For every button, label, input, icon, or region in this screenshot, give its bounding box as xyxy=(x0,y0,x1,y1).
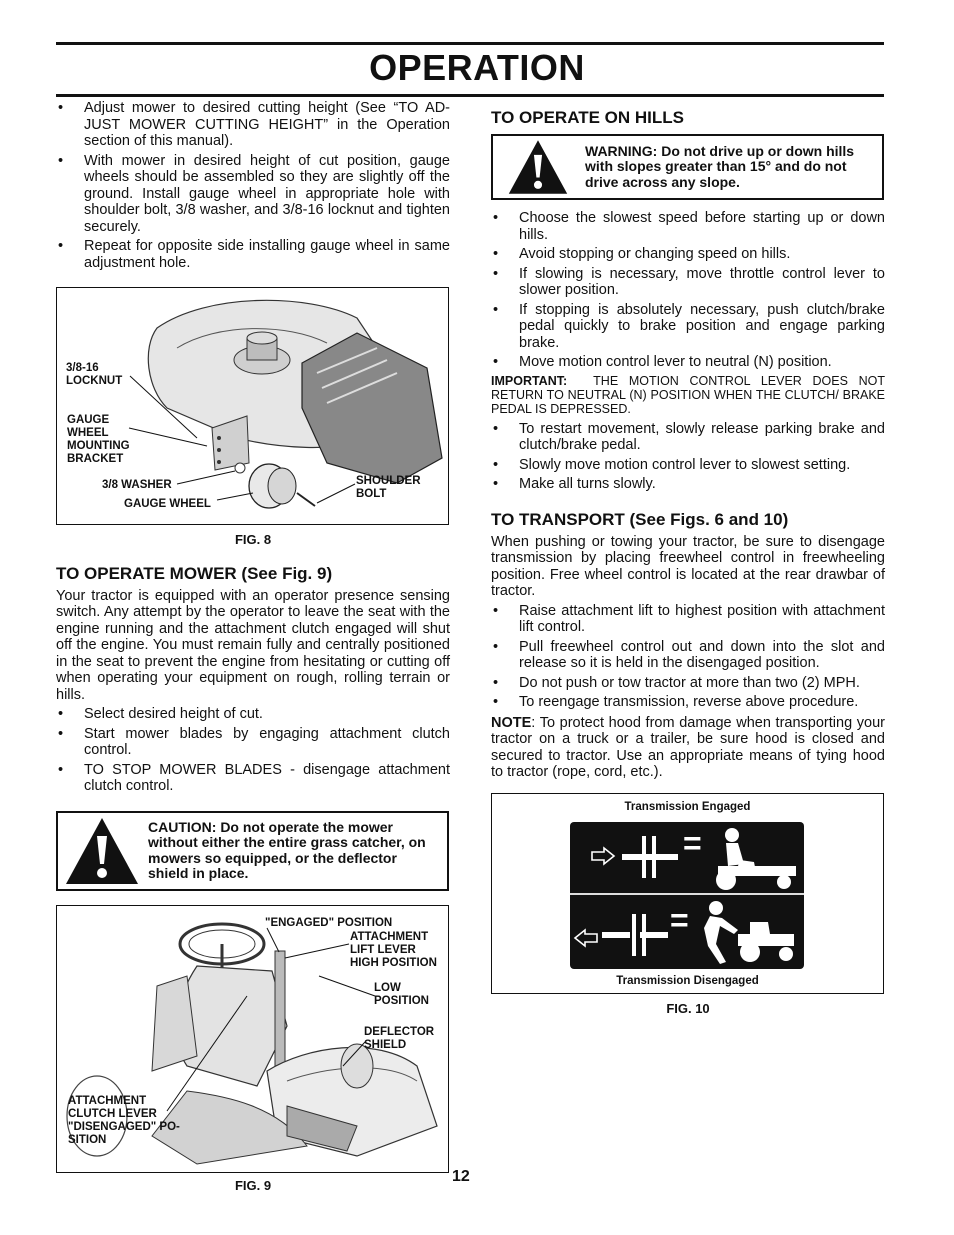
title-rule xyxy=(56,94,884,97)
engaged-shaft-icon xyxy=(620,832,680,882)
list-item: • TO STOP MOWER BLADES - disengage attachment clutch control. xyxy=(56,762,450,795)
low-position-label: LOW POSITION xyxy=(374,981,429,1007)
list-item: • To reengage transmission, reverse above procedure. xyxy=(491,694,885,711)
caution-text: CAUTION: Do not operate the mower without either the entire grass catcher, on mowers so equipped, or the deflector shield in place. xyxy=(148,818,426,881)
warning-triangle-icon xyxy=(503,137,573,197)
page-number: 12 xyxy=(452,1168,470,1185)
list-item: • To restart movement, slowly release parking brake and clutch/brake pedal. xyxy=(491,421,885,454)
warning-box xyxy=(491,134,884,200)
transport-heading: TO TRANSPORT (See Figs. 6 and 10) xyxy=(491,509,789,529)
transmission-engaged-label: Transmission Engaged xyxy=(624,800,751,813)
important-note xyxy=(491,374,885,416)
top-rule xyxy=(56,42,884,45)
transport-bullets xyxy=(491,603,885,711)
list-item: • Avoid stopping or changing speed on hills. xyxy=(491,246,885,263)
list-item: • If stopping is absolutely necessary, push clutch/brake pedal quickly to brake position and engage parking brake. xyxy=(491,302,885,352)
list-item: • Choose the slowest speed before starting up or down hills. xyxy=(491,210,885,243)
disengaged-equals: = xyxy=(670,901,689,938)
list-item: • Make all turns slowly. xyxy=(491,476,885,493)
freewheel-decal xyxy=(570,822,804,969)
list-item: • If slowing is necessary, move throttle control lever to slower position. xyxy=(491,266,885,299)
right-column xyxy=(491,108,885,1017)
figure-9-caption: FIG. 9 xyxy=(234,1177,272,1193)
locknut-label: 3/8-16 LOCKNUT xyxy=(66,362,123,387)
list-item: • Repeat for opposite side installing gauge wheel in same adjustment hole. xyxy=(56,238,450,271)
important-text: THE MOTION CONTROL LEVER DOES NOT RETURN TO NEUTRAL (N) POSITION WHEN THE CLUTCH/ BRAKE PEDAL IS DEPRESSED. xyxy=(491,373,885,416)
transport-note xyxy=(491,715,885,781)
clutch-lever-label: ATTACHMENT CLUTCH LEVER "DISENGAGED" PO- SITION xyxy=(68,1094,180,1146)
engaged-arrow-icon xyxy=(590,846,616,866)
mower-paragraph: Your tractor is equipped with an operator presence sensing switch. Any attempt by the operator to leave the seat with the engine running and the attachment clutch engaged will shut off the engine. You must remain fully and centrally positioned in the seat to prevent the engine from hesitating or cutting off when operating your equipment on rough, rolling terrain or hills. xyxy=(56,587,450,703)
figure-9 xyxy=(56,905,449,1173)
figure-10-caption: FIG. 10 xyxy=(666,1000,710,1016)
transmission-disengaged-label: Transmission Disengaged xyxy=(616,974,759,987)
list-item: • Select desired height of cut. xyxy=(56,706,450,723)
note-text: : To protect hood from damage when transporting your tractor on a truck or a trailer, be sure hood is closed and secured to tractor. Use an appropriate means of tying hood to tractor (rope, cord, etc.). xyxy=(491,714,885,780)
note-label: NOTE xyxy=(491,714,532,731)
disengaged-shaft-icon xyxy=(600,910,670,960)
figure-8-caption: FIG. 8 xyxy=(234,532,272,547)
list-item: • Raise attachment lift to highest position with attachment lift control. xyxy=(491,603,885,636)
figure-8 xyxy=(56,287,449,525)
lift-lever-label: ATTACHMENT LIFT LEVER HIGH POSITION xyxy=(350,930,437,969)
list-item: • Do not push or tow tractor at more than two (2) MPH. xyxy=(491,675,885,692)
gauge-wheel-label: GAUGE WHEEL xyxy=(124,498,211,510)
hills-bullets xyxy=(491,210,885,371)
pushing-tractor-icon xyxy=(698,900,798,966)
rider-tractor-icon xyxy=(710,826,800,892)
page-title: OPERATION xyxy=(369,47,585,88)
mower-bullets xyxy=(56,706,450,795)
deflector-shield-label: DEFLECTOR SHIELD xyxy=(364,1025,435,1051)
left-column xyxy=(56,100,450,1194)
disengaged-arrow-icon xyxy=(573,928,599,948)
list-item: • Adjust mower to desired cutting height (See “TO AD-JUST MOWER CUTTING HEIGHT” in the Operation section of this manual). xyxy=(56,100,450,150)
list-item: • Pull freewheel control out and down into the slot and release so it is held in the disengaged position. xyxy=(491,639,885,672)
engaged-position-label: "ENGAGED" POSITION xyxy=(265,916,393,929)
hills-heading: TO OPERATE ON HILLS xyxy=(491,108,684,127)
restart-bullets xyxy=(491,421,885,493)
caution-box xyxy=(56,811,449,891)
mower-heading: TO OPERATE MOWER (See Fig. 9) xyxy=(56,563,333,583)
important-label: IMPORTANT: xyxy=(491,373,568,388)
warning-triangle-icon xyxy=(62,814,142,888)
engaged-equals: = xyxy=(683,824,702,861)
transport-paragraph: When pushing or towing your tractor, be sure to disengage transmission by placing freewheel control in freewheeling position. Free wheel control is located at the rear drawbar of tractor. xyxy=(491,533,885,599)
list-item: • With mower in desired height of cut position, gauge wheels should be assembled so they are slightly off the ground. Install gauge wheel in appropriate hole with shoulder bolt, 3/8 washer, and 3/8-16 locknut and tighten securely. xyxy=(56,153,450,236)
warning-text: WARNING: Do not drive up or down hills with slopes greater than 15° and do not drive across any slope. xyxy=(585,142,855,190)
shoulder-bolt-label: SHOULDER BOLT xyxy=(356,475,421,500)
list-item: • Start mower blades by engaging attachment clutch control. xyxy=(56,726,450,759)
intro-bullets xyxy=(56,100,450,271)
list-item: • Slowly move motion control lever to slowest setting. xyxy=(491,457,885,474)
bracket-label: GAUGE WHEEL MOUNTING BRACKET xyxy=(67,414,130,465)
list-item: • Move motion control lever to neutral (N) position. xyxy=(491,354,885,371)
washer-label: 3/8 WASHER xyxy=(102,479,172,491)
figure-10 xyxy=(491,793,884,994)
decal-divider xyxy=(570,893,804,895)
